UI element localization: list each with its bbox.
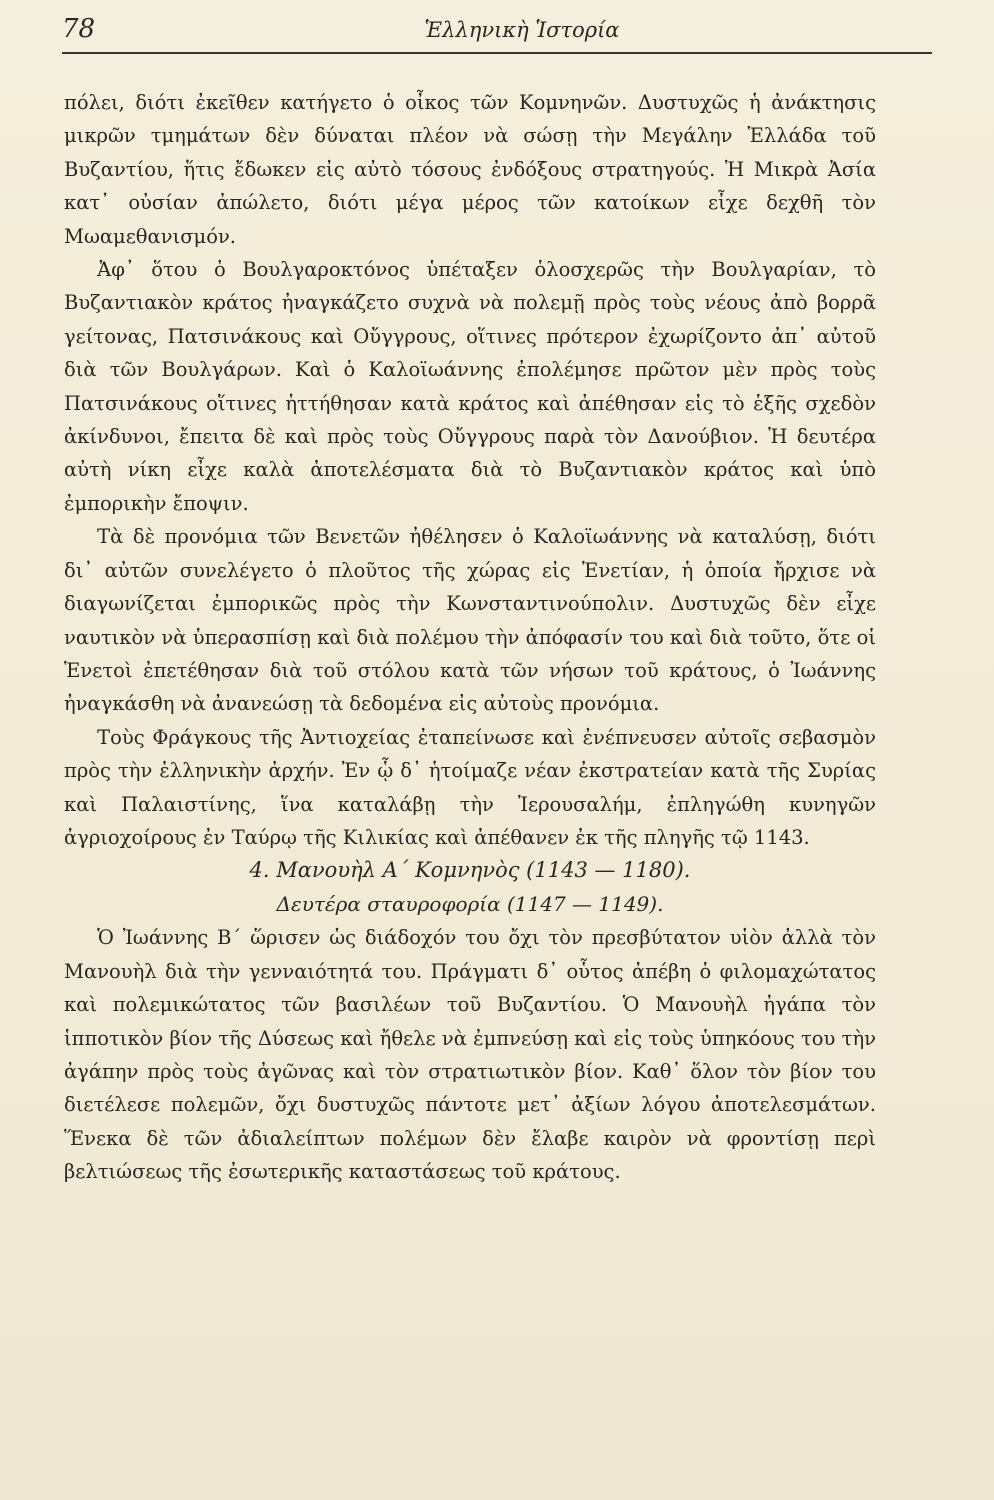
paragraph-5: Ὁ Ἰωάννης Β΄ ὥρισεν ὡς διάδοχόν του ὄχι τὸν πρεσβύτατον υἱὸν ἀλλὰ τὸν Μανουὴλ διὰ τὴν γενναιότητά του. Πράγματι δ᾽ οὗτος ἀπέβη ὁ φιλομαχώτατος καὶ πολεμικώτατος τῶν βασιλέων τοῦ Βυζαντίου. Ὁ Μανουὴλ ἠγάπα τὸν ἱπποτικὸν βίον τῆς Δύσεως καὶ ἤθελε νὰ ἐμπνεύσῃ καὶ εἰς τοὺς ὑπηκόους του τὴν ἀγάπην πρὸς τοὺς ἀγῶνας καὶ τὸν στρατιωτικὸν βίον. Καθ᾽ ὅλον τὸν βίον του διετέλεσε πολεμῶν, ὄχι δυστυχῶς πάντοτε μετ᾽ ἀξίων λόγου ἀποτελεσμάτων. Ἕνεκα δὲ τῶν ἀδιαλείπτων πολέμων δὲν ἔλαβε καιρὸν νὰ φροντίσῃ περὶ βελτιώσεως τῆς ἐσωτερικῆς καταστάσεως τοῦ κράτους. [64, 926, 876, 1184]
header-rule [62, 52, 932, 54]
paragraph-3: Τὰ δὲ προνόμια τῶν Βενετῶν ἠθέλησεν ὁ Καλοϊωάννης νὰ καταλύσῃ, διότι δι᾽ αὐτῶν συνελέγετο ὁ πλοῦτος τῆς χώρας εἰς Ἑνετίαν, ἡ ὁποία ἤρχισε νὰ διαγωνίζεται ἐμπορικῶς πρὸς τὴν Κωνσταντινούπολιν. Δυστυχῶς δὲν εἶχε ναυτικὸν νὰ ὑπερασπίσῃ καὶ διὰ πολέμου τὴν ἀπόφασίν του καὶ διὰ τοῦτο, ὅτε οἱ Ἑνετοὶ ἐπετέθησαν διὰ τοῦ στόλου κατὰ τῶν νήσων τοῦ κράτους, ὁ Ἰωάννης ἠναγκάσθη νὰ ἀνανεώσῃ τὰ δεδομένα εἰς αὐτοὺς προνόμια. [64, 525, 876, 716]
body-text [64, 86, 876, 1189]
section-subheading: Δευτέρα σταυροφορία (1147 — 1149). [276, 892, 664, 917]
page-header [62, 14, 932, 54]
paragraph-4: Τοὺς Φράγκους τῆς Ἀντιοχείας ἐταπείνωσε καὶ ἐνέπνευσεν αὐτοῖς σεβασμὸν πρὸς τὴν ἑλληνικὴν ἀρχήν. Ἐν ᾧ δ᾽ ἡτοίμαζε νέαν ἐκστρατείαν κατὰ τῆς Συρίας καὶ Παλαιστίνης, ἵνα καταλάβῃ τὴν Ἱερουσαλήμ, ἐπληγώθη κυνηγῶν ἀγριοχοίρους ἐν Ταύρῳ τῆς Κιλικίας καὶ ἀπέθανεν ἐκ τῆς πληγῆς τῷ 1143. [64, 725, 876, 849]
running-title: Ἑλληνικὴ Ἱστορία [424, 18, 620, 42]
section-heading: 4. Μανουὴλ Α΄ Κομνηνὸς (1143 — 1180). [249, 858, 691, 883]
paragraph-2: Ἀφ᾽ ὅτου ὁ Βουλγαροκτόνος ὑπέταξεν ὁλοσχερῶς τὴν Βουλγαρίαν, τὸ Βυζαντιακὸν κράτος ἠναγκάζετο συχνὰ νὰ πολεμῇ πρὸς τοὺς νέους ἀπὸ βορρᾶ γείτονας, Πατσινάκους καὶ Οὔγγρους, οἵτινες πρότερον ἐχωρίζοντο ἀπ᾽ αὐτοῦ διὰ τῶν Βουλγάρων. Καὶ ὁ Καλοϊωάννης ἐπολέμησε πρῶτον μὲν πρὸς τοὺς Πατσινάκους οἵτινες ἡττήθησαν κατὰ κράτος καὶ ἀπέθησαν εἰς τὸ ἑξῆς σχεδὸν ἀκίνδυνοι, ἔπειτα δὲ καὶ πρὸς τοὺς Οὔγγρους παρὰ τὸν Δανούβιον. Ἡ δευτέρα αὐτὴ νίκη εἶχε καλὰ ἀποτελέσματα διὰ τὸ Βυζαντιακὸν κράτος καὶ ὑπὸ ἐμπορικὴν ἔποψιν. [64, 258, 876, 515]
paragraph-1: πόλει, διότι ἐκεῖθεν κατήγετο ὁ οἶκος τῶν Κομνηνῶν. Δυστυχῶς ἡ ἀνάκτησις μικρῶν τμημάτων δὲν δύναται πλέον νὰ σώσῃ τὴν Μεγάλην Ἑλλάδα τοῦ Βυζαντίου, ἥτις ἔδωκεν εἰς αὐτὸ τόσους ἐνδόξους στρατηγούς. Ἡ Μικρὰ Ἀσία κατ᾽ οὐσίαν ἀπώλετο, διότι μέγα μέρος τῶν κατοίκων εἶχε δεχθῆ τὸν Μωαμεθανισμόν. [64, 91, 876, 248]
page-number: 78 [62, 14, 96, 44]
